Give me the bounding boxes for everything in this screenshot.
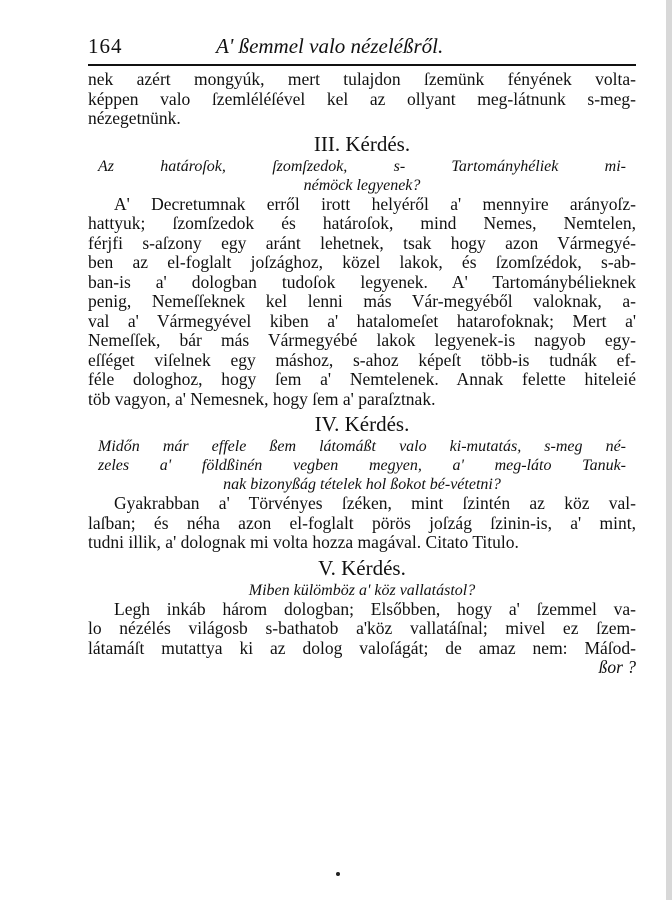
text-line: nek azért mongyúk, mert tulajdon ſzemünk fényének volta- — [88, 70, 636, 89]
text-line: tudni illik, a' dolognak mi volta hozza magával. Citato Titulo. — [88, 533, 519, 552]
text-line: férjfi s-aſzony egy aránt lehetnek, tsak hogy azon Vármegyé- — [88, 233, 636, 253]
question-line: zeles a' földßinén vegben megyen, a' meg-láto Tanuk- — [98, 457, 626, 474]
text-line: látamáſt mutattya ki az dolog valoſágát; de amaz nem: Máſod- — [88, 638, 636, 658]
text-line: képpen valo ſzemléléſével kel az ollyant meg-látnunk s-meg- — [88, 89, 636, 109]
question-line: Midőn már effele ßem látomáßt valo ki-mutatás, s-meg né- — [98, 438, 626, 455]
ink-mark — [336, 872, 340, 876]
page-edge-shadow — [666, 0, 672, 900]
text-line: A' Decretumnak erről irott helyéről a' mennyire arányoſz- — [114, 194, 636, 214]
text-line: ban-is a' dologban tudoſok legyenek. A' Tartománybélieknek — [88, 272, 636, 292]
text-line: laſban; és néha azon el-foglalt pörös joſzág ſzinin-is, a' mint, — [88, 513, 636, 533]
text-line: penig, Nemeſſeknek kel lenni más Vár-megyéből valoknak, a- — [88, 292, 636, 311]
text-line: val a' Vármegyével kiben a' hatalomeſet hatarofoknak; Mert a' — [88, 311, 636, 331]
question-line: Az határoſok, ſzomſzedok, s- Tartományhéliek mi- — [98, 157, 626, 175]
section-heading-3: III. Kérdés. — [313, 131, 411, 156]
text-line: eſſéget viſelnek egy máshoz, s-ahoz képeſt több-is tudnák ef- — [88, 350, 636, 370]
text-line: Nemeſſek, bár más Vármegyébé lakok legyenek-is nagyob egy- — [88, 331, 636, 350]
text-line: Legh inkáb három dologban; Elsőbben, hogy a' ſzemmel va- — [114, 599, 636, 619]
header-rule — [88, 64, 636, 66]
text-line: féle dologhoz, hogy ſem a' Nemtelenek. Annak felette hiteleié — [88, 370, 636, 389]
question-line: némöck legyenek? — [303, 176, 421, 194]
text-line: hattyuk; ſzomſzedok és határoſok, mind Nemes, Nemtelen, — [88, 214, 636, 233]
text-line: Gyakrabban a' Törvényes ſzéken, mint ſzintén az köz val- — [114, 494, 636, 513]
body-text — [88, 70, 636, 678]
running-title: A' ßemmel valo nézeléßről. — [216, 34, 444, 58]
question-line: Miben külömböz a' köz vallatástol? — [248, 581, 476, 599]
text-line: lo nézélés világosb s-bathatob a'köz vallatáſnal; mivel ez ſzem- — [88, 619, 636, 638]
text-line: nézegetnünk. — [88, 109, 181, 128]
text-line: töb vagyon, a' Nemesnek, hogy ſem a' paraſztnak. — [88, 389, 436, 409]
section-heading-4: IV. Kérdés. — [314, 412, 410, 436]
text-line: ben az el-foglalt joſzághoz, közel lakok, és ſzomſzédok, s-ab- — [88, 253, 636, 272]
section-heading-5: V. Kérdés. — [318, 555, 406, 580]
question-line: nak bizonyßág tételek hol ßokot bé-vétetni? — [223, 476, 501, 493]
page-number: 164 — [88, 34, 123, 58]
catchword: ßor ? — [598, 658, 636, 677]
